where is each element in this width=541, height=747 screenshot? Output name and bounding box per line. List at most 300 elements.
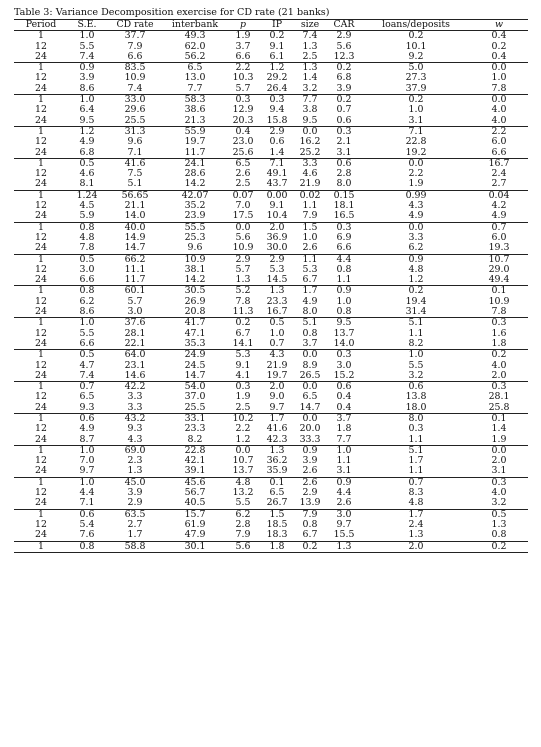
table-cell: 0.0 <box>226 445 260 456</box>
table-cell: 9.1 <box>235 360 251 371</box>
table-cell: 1 <box>14 477 68 488</box>
table-cell: 13.2 <box>232 488 254 499</box>
table-cell: 22.8 <box>164 445 226 456</box>
table-cell: 9.3 <box>79 402 95 413</box>
table-cell: 13.9 <box>299 498 321 509</box>
table-cell: 13.0 <box>184 73 206 84</box>
table-cell: 2.4 <box>491 169 507 180</box>
table-cell: 22.1 <box>124 338 146 349</box>
table-cell: 5.5 <box>235 498 251 509</box>
table-cell: 69.0 <box>106 445 164 456</box>
table-cell: 24 <box>35 83 47 94</box>
table-cell: 28.1 <box>124 328 146 339</box>
table-cell: 19.7 <box>184 137 206 148</box>
table-cell: 1 <box>14 509 68 520</box>
table-cell: 7.4 <box>294 31 326 42</box>
table-cell: 0.8 <box>68 286 106 297</box>
table-cell: 7.8 <box>491 83 507 94</box>
table-cell: 47.1 <box>184 328 206 339</box>
table-cell: 0.6 <box>326 158 362 169</box>
table-cell: 24 <box>35 307 47 318</box>
table-cell: 6.7 <box>302 275 318 286</box>
table-cell: 42.3 <box>266 434 288 445</box>
table-cell: 28.1 <box>488 392 510 403</box>
table-cell: 16.5 <box>333 211 355 222</box>
table-cell: 2.7 <box>127 519 143 530</box>
table-row <box>14 169 528 179</box>
header-interbank: interbank <box>164 20 226 31</box>
table-cell: 0.9 <box>68 63 106 74</box>
table-cell: 24 <box>35 498 47 509</box>
table-cell: 0.0 <box>362 158 470 169</box>
table-cell: 3.0 <box>326 509 362 520</box>
table-cell: 30.1 <box>164 541 226 552</box>
table-cell: 12 <box>35 41 47 52</box>
table-cell: 6.2 <box>79 296 95 307</box>
table-cell: 1 <box>14 190 68 201</box>
table-cell: 4.6 <box>79 169 95 180</box>
table-cell: 24 <box>35 243 47 254</box>
table-cell: 1 <box>14 318 68 329</box>
table-cell: 26.5 <box>299 370 321 381</box>
table-cell: 23.1 <box>124 360 146 371</box>
table-cell: 0.6 <box>336 115 352 126</box>
table-row <box>14 190 528 201</box>
table-row <box>14 498 528 509</box>
table-cell: 2.9 <box>302 488 318 499</box>
table-cell: 0.0 <box>470 95 528 106</box>
table-cell: 5.1 <box>362 445 470 456</box>
table-cell: 12 <box>35 392 47 403</box>
table-cell: 0.99 <box>362 190 470 201</box>
table-cell: 1.24 <box>68 190 106 201</box>
table-cell: 12 <box>35 424 47 435</box>
table-cell: 1.0 <box>326 445 362 456</box>
table-cell: 17.5 <box>232 211 254 222</box>
table-cell: 54.0 <box>164 382 226 393</box>
table-cell: 0.8 <box>302 328 318 339</box>
table-cell: 0.3 <box>408 424 424 435</box>
table-cell: 9.6 <box>127 137 143 148</box>
table-cell: 12 <box>35 232 47 243</box>
table-cell: 18.3 <box>266 530 288 541</box>
table-cell: 16.7 <box>470 158 528 169</box>
table-cell: 4.4 <box>79 488 95 499</box>
table-cell: 1.0 <box>302 232 318 243</box>
header-row <box>14 20 528 31</box>
table-cell: 9.5 <box>79 115 95 126</box>
table-cell: 4.9 <box>491 211 507 222</box>
table-cell: 41.7 <box>164 318 226 329</box>
table-cell: 0.9 <box>294 445 326 456</box>
table-cell: 11.7 <box>184 147 206 158</box>
table-cell: 23.3 <box>184 424 206 435</box>
table-cell: 9.5 <box>326 318 362 329</box>
table-cell: 0.0 <box>294 126 326 137</box>
table-cell: 3.9 <box>79 73 95 84</box>
table-row <box>14 520 528 530</box>
table-cell: 9.7 <box>336 519 352 530</box>
header-cd-rate: CD rate <box>106 20 164 31</box>
table-row <box>14 286 528 297</box>
table-cell: 7.7 <box>336 434 352 445</box>
table-cell: 66.2 <box>106 254 164 265</box>
table-cell: 0.2 <box>294 541 326 552</box>
table-cell: 6.5 <box>302 392 318 403</box>
table-cell: 15.5 <box>333 530 355 541</box>
table-cell: 1.5 <box>260 509 294 520</box>
table-cell: 20.3 <box>232 115 254 126</box>
table-row <box>14 73 528 83</box>
table-cell: 7.1 <box>260 158 294 169</box>
table-cell: 0.2 <box>326 63 362 74</box>
table-cell: 6.6 <box>235 51 251 62</box>
table-row <box>14 126 528 137</box>
table-cell: 14.2 <box>184 275 206 286</box>
table-cell: 4.8 <box>408 264 424 275</box>
table-cell: 1.3 <box>326 541 362 552</box>
table-row <box>14 392 528 402</box>
table-cell: 2.5 <box>235 402 251 413</box>
table-row <box>14 42 528 52</box>
table-cell: 42.2 <box>106 382 164 393</box>
table-cell: 10.2 <box>226 413 260 424</box>
table-cell: 19.4 <box>405 296 427 307</box>
table-cell: 2.5 <box>235 179 251 190</box>
table-cell: 4.0 <box>491 360 507 371</box>
table-cell: 0.04 <box>470 190 528 201</box>
table-cell: 12 <box>35 296 47 307</box>
table-cell: 33.0 <box>106 95 164 106</box>
table-cell: 8.0 <box>362 413 470 424</box>
table-cell: 5.1 <box>294 318 326 329</box>
table-cell: 20.0 <box>299 424 321 435</box>
table-cell: 1 <box>14 126 68 137</box>
table-cell: 0.00 <box>260 190 294 201</box>
table-row <box>14 413 528 424</box>
table-cell: 37.9 <box>405 83 427 94</box>
table-cell: 0.8 <box>302 519 318 530</box>
table-cell: 56.2 <box>184 51 206 62</box>
header-period: Period <box>14 20 68 31</box>
table-cell: 0.0 <box>294 413 326 424</box>
table-cell: 9.1 <box>269 41 285 52</box>
table-cell: 15.7 <box>164 509 226 520</box>
table-cell: 33.1 <box>164 413 226 424</box>
table-cell: 8.0 <box>302 307 318 318</box>
table-cell: 24 <box>35 115 47 126</box>
table-cell: 7.6 <box>79 530 95 541</box>
table-cell: 0.7 <box>336 105 352 116</box>
table-cell: 4.8 <box>226 477 260 488</box>
table-cell: 24 <box>35 275 47 286</box>
table-cell: 3.3 <box>127 402 143 413</box>
table-cell: 0.6 <box>362 382 470 393</box>
table-cell: 9.7 <box>79 466 95 477</box>
header-size: size <box>294 20 326 31</box>
table-cell: 7.4 <box>79 51 95 62</box>
table-cell: 1.9 <box>491 434 507 445</box>
table-cell: 2.4 <box>408 519 424 530</box>
table-cell: 56.7 <box>184 488 206 499</box>
table-cell: 12 <box>35 201 47 212</box>
table-cell: 12 <box>35 488 47 499</box>
table-cell: 7.8 <box>235 296 251 307</box>
table-cell: 1.9 <box>226 31 260 42</box>
table-cell: 1 <box>14 158 68 169</box>
table-cell: 62.0 <box>184 41 206 52</box>
table-cell: 1.1 <box>336 275 352 286</box>
table-cell: 2.5 <box>302 51 318 62</box>
table-cell: 0.2 <box>470 541 528 552</box>
table-cell: 8.7 <box>79 434 95 445</box>
table-cell: 10.7 <box>470 254 528 265</box>
table-cell: 4.3 <box>408 201 424 212</box>
table-cell: 39.1 <box>184 466 206 477</box>
table-cell: 12 <box>35 137 47 148</box>
table-cell: 2.7 <box>491 179 507 190</box>
table-cell: 15.8 <box>266 115 288 126</box>
table-cell: 6.2 <box>408 243 424 254</box>
table-cell: 7.9 <box>294 509 326 520</box>
table-cell: 6.5 <box>269 488 285 499</box>
table-cell: 6.4 <box>79 105 95 116</box>
table-cell: 1.7 <box>362 509 470 520</box>
table-cell: 19.2 <box>405 147 427 158</box>
table-cell: 5.0 <box>362 63 470 74</box>
table-cell: 10.9 <box>124 73 146 84</box>
table-cell: 20.8 <box>184 307 206 318</box>
table-cell: 0.3 <box>226 95 260 106</box>
table-row <box>14 318 528 329</box>
table-cell: 11.3 <box>232 307 254 318</box>
table-cell: 8.6 <box>79 83 95 94</box>
table-cell: 0.5 <box>470 509 528 520</box>
table-cell: 37.6 <box>106 318 164 329</box>
table-cell: 0.6 <box>68 509 106 520</box>
table-cell: 1 <box>14 382 68 393</box>
table-row <box>14 488 528 498</box>
table-cell: 3.9 <box>302 456 318 467</box>
table-row <box>14 137 528 147</box>
table-cell: 30.0 <box>266 243 288 254</box>
table-cell: 1.7 <box>408 456 424 467</box>
table-row <box>14 201 528 211</box>
table-cell: 3.1 <box>491 466 507 477</box>
table-cell: 2.0 <box>491 456 507 467</box>
table-cell: 2.9 <box>127 498 143 509</box>
table-row <box>14 477 528 488</box>
table-cell: 15.2 <box>333 370 355 381</box>
table-cell: 1.2 <box>260 63 294 74</box>
table-cell: 1.4 <box>302 73 318 84</box>
table-cell: 8.2 <box>408 338 424 349</box>
table-cell: 12 <box>35 519 47 530</box>
table-cell: 5.3 <box>302 264 318 275</box>
table-cell: 8.3 <box>408 488 424 499</box>
table-cell: 58.8 <box>106 541 164 552</box>
table-cell: 4.8 <box>79 232 95 243</box>
table-cell: 0.5 <box>68 158 106 169</box>
table-cell: 6.6 <box>127 51 143 62</box>
table-cell: 5.7 <box>127 296 143 307</box>
header-p: p <box>226 20 260 31</box>
table-cell: 4.2 <box>491 201 507 212</box>
table-row <box>14 329 528 339</box>
table-cell: 10.1 <box>405 41 427 52</box>
table-cell: 5.4 <box>79 519 95 530</box>
table-cell: 2.9 <box>260 126 294 137</box>
table-cell: 2.9 <box>260 254 294 265</box>
table-cell: 14.5 <box>266 275 288 286</box>
table-cell: 0.8 <box>336 307 352 318</box>
table-cell: 4.7 <box>79 360 95 371</box>
table-row <box>14 148 528 159</box>
table-cell: 0.4 <box>336 392 352 403</box>
table-cell: 7.5 <box>127 169 143 180</box>
table-cell: 24 <box>35 402 47 413</box>
table-cell: 14.0 <box>124 211 146 222</box>
table-cell: 3.3 <box>127 392 143 403</box>
table-cell: 2.3 <box>127 456 143 467</box>
table-cell: 1.2 <box>68 126 106 137</box>
table-cell: 35.9 <box>266 466 288 477</box>
table-cell: 2.6 <box>336 498 352 509</box>
table-cell: 0.5 <box>68 350 106 361</box>
table-cell: 6.6 <box>491 147 507 158</box>
table-cell: 1.0 <box>68 445 106 456</box>
table-cell: 0.6 <box>68 413 106 424</box>
table-cell: 31.3 <box>106 126 164 137</box>
table-cell: 6.8 <box>79 147 95 158</box>
table-cell: 24 <box>35 211 47 222</box>
table-cell: 83.5 <box>106 63 164 74</box>
table-cell: 1.0 <box>336 296 352 307</box>
table-cell: 3.9 <box>336 83 352 94</box>
table-row <box>14 541 528 552</box>
table-cell: 14.1 <box>232 338 254 349</box>
table-row <box>14 31 528 42</box>
table-row <box>14 63 528 74</box>
table-cell: 24.9 <box>164 350 226 361</box>
table-cell: 23.3 <box>266 296 288 307</box>
table-cell: 6.7 <box>302 530 318 541</box>
table-cell: 45.6 <box>164 477 226 488</box>
table-cell: 1.8 <box>336 424 352 435</box>
table-cell: 4.9 <box>408 211 424 222</box>
table-cell: 6.6 <box>79 275 95 286</box>
table-cell: 1.4 <box>491 424 507 435</box>
table-row <box>14 95 528 106</box>
table-cell: 9.3 <box>127 424 143 435</box>
table-cell: 24 <box>35 51 47 62</box>
table-cell: 12 <box>35 456 47 467</box>
table-row <box>14 307 528 318</box>
table-cell: 3.0 <box>79 264 95 275</box>
table-cell: 12.3 <box>333 51 355 62</box>
table-cell: 6.2 <box>226 509 260 520</box>
table-cell: 25.5 <box>124 115 146 126</box>
table-cell: 0.2 <box>326 95 362 106</box>
table-cell: 1.0 <box>491 73 507 84</box>
table-cell: 49.1 <box>266 169 288 180</box>
table-cell: 5.2 <box>226 286 260 297</box>
table-cell: 21.3 <box>184 115 206 126</box>
table-cell: 1 <box>14 286 68 297</box>
table-cell: 26.9 <box>184 296 206 307</box>
table-cell: 2.6 <box>302 466 318 477</box>
table-cell: 10.4 <box>266 211 288 222</box>
table-cell: 2.2 <box>235 424 251 435</box>
table-cell: 5.6 <box>226 541 260 552</box>
table-cell: 0.07 <box>226 190 260 201</box>
table-cell: 11.1 <box>124 264 146 275</box>
table-cell: 5.5 <box>79 328 95 339</box>
table-cell: 0.4 <box>336 402 352 413</box>
table-cell: 61.9 <box>184 519 206 530</box>
table-cell: 0.8 <box>491 530 507 541</box>
table-cell: 23.9 <box>184 211 206 222</box>
table-cell: 38.1 <box>184 264 206 275</box>
table-cell: 9.6 <box>187 243 203 254</box>
table-cell: 24.5 <box>184 360 206 371</box>
table-cell: 2.2 <box>226 63 260 74</box>
table-row <box>14 530 528 541</box>
table-cell: 14.9 <box>124 232 146 243</box>
table-cell: 0.4 <box>470 31 528 42</box>
table-cell: 13.7 <box>333 328 355 339</box>
table-row <box>14 466 528 477</box>
table-cell: 3.3 <box>294 158 326 169</box>
table-cell: 6.9 <box>336 232 352 243</box>
table-cell: 9.7 <box>269 402 285 413</box>
table-row <box>14 105 528 115</box>
table-cell: 7.0 <box>79 456 95 467</box>
table-cell: 0.7 <box>68 382 106 393</box>
table-cell: 5.3 <box>269 264 285 275</box>
table-cell: 8.1 <box>79 179 95 190</box>
table-row <box>14 339 528 350</box>
table-cell: 1.7 <box>127 530 143 541</box>
table-cell: 1.1 <box>302 201 318 212</box>
table-cell: 1.0 <box>408 105 424 116</box>
table-cell: 28.6 <box>184 169 206 180</box>
table-cell: 6.5 <box>226 158 260 169</box>
table-cell: 12 <box>35 328 47 339</box>
table-cell: 7.7 <box>294 95 326 106</box>
table-cell: 35.3 <box>184 338 206 349</box>
table-cell: 16.7 <box>266 307 288 318</box>
table-cell: 3.2 <box>408 370 424 381</box>
table-cell: 4.0 <box>491 115 507 126</box>
table-cell: 0.8 <box>68 222 106 233</box>
table-cell: 2.1 <box>336 137 352 148</box>
table-cell: 7.8 <box>491 307 507 318</box>
header-car: CAR <box>326 20 362 31</box>
header-se: S.E. <box>68 20 106 31</box>
table-row <box>14 403 528 414</box>
table-cell: 1.8 <box>260 541 294 552</box>
table-cell: 5.7 <box>235 83 251 94</box>
table-cell: 3.7 <box>235 41 251 52</box>
table-cell: 0.3 <box>470 382 528 393</box>
table-cell: 25.3 <box>184 232 206 243</box>
table-cell: 1 <box>14 413 68 424</box>
table-cell: 7.9 <box>127 41 143 52</box>
table-cell: 0.02 <box>294 190 326 201</box>
table-row <box>14 361 528 371</box>
table-cell: 24 <box>35 370 47 381</box>
